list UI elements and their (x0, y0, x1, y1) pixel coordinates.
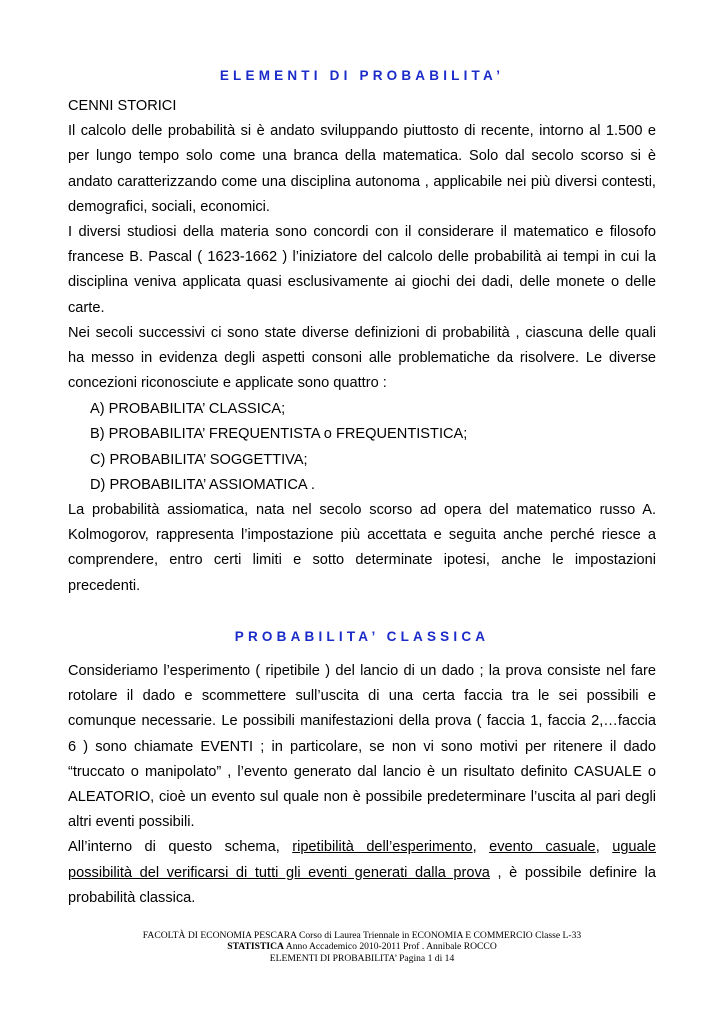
list-item: A) PROBABILITA’ CLASSICA; (90, 401, 286, 418)
paragraph-line: comprendere, entro certi limiti e sotto determinate ipotesi, anche le impostazioni (68, 552, 656, 569)
list-item: C) PROBABILITA’ SOGGETTIVA; (90, 451, 308, 468)
paragraph-line: I diversi studiosi della materia sono concordi con il considerare il matematico e filosofo (68, 223, 656, 240)
paragraph-assiomatica (68, 498, 656, 599)
paragraph-line: Nei secoli successivi ci sono state diverse definizioni di probabilità , ciascuna delle quali (68, 324, 656, 341)
paragraph-line: carte. (68, 299, 105, 316)
footer-course: STATISTICA (227, 941, 284, 953)
paragraph-line: ALEATORIO, cioè un evento sul quale non è possibile predeterminare l’uscita al pari degli (68, 788, 656, 805)
footer-line-1: FACOLTÀ DI ECONOMIA PESCARA Corso di Laurea Triennale in ECONOMIA E COMMERCIO Classe L-33 (142, 930, 582, 941)
paragraph-line: demografici, sociali, economici. (68, 198, 270, 215)
document-title: ELEMENTI DI PROBABILITA’ (219, 68, 505, 83)
list-item: B) PROBABILITA’ FREQUENTISTA o FREQUENTISTICA; (90, 426, 468, 443)
footer-line-3: ELEMENTI DI PROBABILITA’ Pagina 1 di 14 (269, 952, 455, 964)
schema-prefix: All’interno di questo schema, (68, 839, 293, 856)
page-footer (0, 930, 724, 964)
schema-line-2 (68, 861, 656, 886)
paragraph-line: Kolmogorov, rappresenta l’impostazione più accettata e seguita anche perché riesce a (68, 527, 656, 544)
schema-sep: , (595, 839, 613, 856)
paragraph-line: Consideriamo l’esperimento ( ripetibile ) del lancio di un dado ; la prova consiste nel fare (68, 663, 656, 679)
paragraph-line: ha messo in evidenza degli aspetti consoni alle problematiche da risolvere. Le diverse (68, 349, 656, 366)
schema-line-1 (68, 835, 656, 860)
footer-line-2 (0, 941, 724, 952)
paragraph-line: “truccato o manipolato” , l’evento generato dal lancio è un risultato definito CASUALE o (68, 763, 656, 780)
underlined-evento-casuale: evento casuale (489, 839, 596, 856)
paragraph-line: rotolare il dado e scommettere sull’uscita di una certa faccia tra le sei possibili e (68, 688, 656, 705)
paragraph-line: probabilità classica. (68, 889, 196, 906)
paragraph-line: andato caratterizzando come una disciplina autonoma , applicabile nei più diversi contesti, (68, 173, 656, 190)
section-heading-classica: PROBABILITA’ CLASSICA (234, 629, 490, 644)
paragraph-line: concezioni riconosciute e applicate sono quattro : (68, 375, 387, 392)
underlined-uguale: uguale (612, 839, 656, 856)
schema-suffix: , è possibile definire la (489, 864, 656, 881)
paragraph-line: Il calcolo delle probabilità si è andato sviluppando piuttosto di recente, intorno al 1.500 e (68, 123, 656, 140)
paragraph-line: La probabilità assiomatica, nata nel secolo scorso ad opera del matematico russo A. (68, 502, 656, 518)
schema-sep: , (472, 839, 490, 856)
paragraph-line: precedenti. (68, 577, 141, 594)
underlined-possibilita: possibilità del verificarsi di tutti gli eventi generati dalla prova (68, 864, 490, 881)
section-storici (68, 94, 656, 396)
concezioni-list (90, 397, 650, 498)
underlined-ripetibilita: ripetibilità dell’esperimento (292, 839, 473, 856)
section-label: CENNI STORICI (68, 98, 177, 114)
paragraph-line: altri eventi possibili. (68, 814, 195, 831)
paragraph-line: per lungo tempo solo come una branca della matematica. Solo dal secolo scorso si è (68, 148, 656, 165)
paragraph-line: comunque necessarie. Le possibili manifestazioni della prova ( faccia 1, faccia 2,…faccia (68, 713, 656, 730)
paragraph-line: 6 ) sono chiamate EVENTI ; in particolare, se non vi sono motivi per ritenere il dado (68, 738, 656, 755)
list-item: D) PROBABILITA’ ASSIOMATICA . (90, 476, 315, 493)
section-classica (68, 659, 656, 911)
footer-year: Anno Accademico 2010-2011 Prof . Annibale ROCCO (283, 941, 497, 953)
paragraph-line: disciplina veniva applicata quasi esclusivamente ai giochi dei dadi, delle monete o delle (68, 274, 656, 291)
paragraph-line: francese B. Pascal ( 1623-1662 ) l’iniziatore del calcolo delle probabilità ai tempi in cui la (68, 249, 656, 266)
